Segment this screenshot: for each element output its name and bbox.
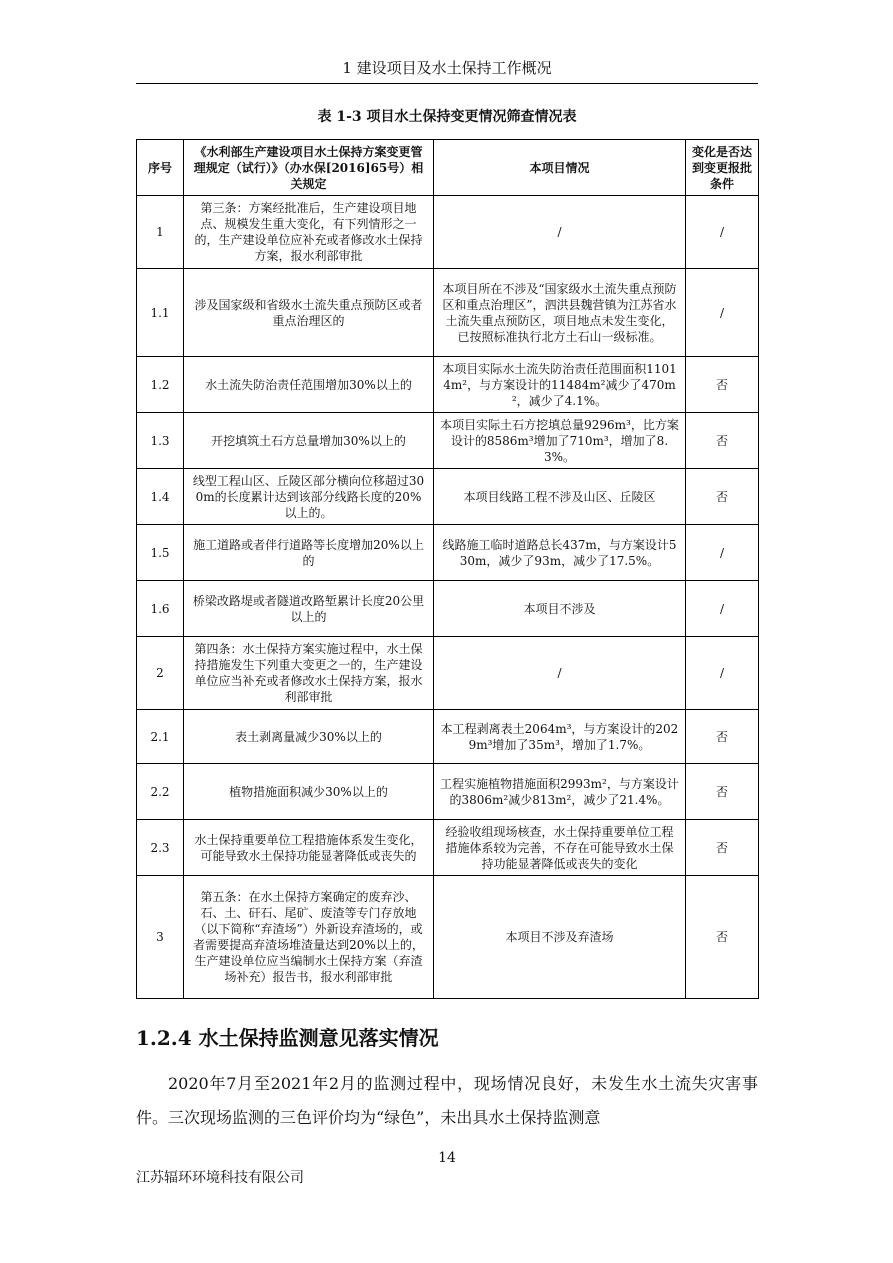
- table-row: [137, 469, 759, 525]
- row-result: 否: [686, 876, 759, 999]
- row-result: /: [686, 196, 759, 269]
- row-number: 1: [137, 196, 184, 269]
- page-number: 14: [438, 1150, 456, 1166]
- row-status: /: [434, 196, 686, 269]
- row-number: 1.1: [137, 269, 184, 357]
- row-status: 本工程剥离表土2064m³，与方案设计的2029m³增加了35m³，增加了1.7%。: [434, 710, 686, 764]
- row-result: 否: [686, 820, 759, 876]
- row-number: 1.5: [137, 525, 184, 581]
- table-row: [137, 269, 759, 357]
- body-paragraph: 2020年7月至2021年2月的监测过程中，现场情况良好，未发生水土流失灾害事件。三次现场监测的三色评价均为“绿色”，未出具水土保持监测意: [136, 1074, 758, 1127]
- row-status: 线路施工临时道路总长437m，与方案设计530m，减少了93m，减少了17.5%。: [434, 525, 686, 581]
- row-status: 本项目实际水土流失防治责任范围面积11014m²，与方案设计的11484m²减少了470m²，减少了4.1%。: [434, 357, 686, 413]
- row-number: 1.6: [137, 581, 184, 637]
- table-row: [137, 581, 759, 637]
- section-heading: 1.2.4 水土保持监测意见落实情况: [136, 1026, 439, 1050]
- row-rule: 第三条：方案经批准后，生产建设项目地点、规模发生重大变化，有下列情形之一的，生产建设单位应补充或者修改水土保持方案，报水利部审批: [184, 196, 434, 269]
- row-result: 否: [686, 413, 759, 469]
- table-row: [137, 196, 759, 269]
- row-status: 经验收组现场核查，水土保持重要单位工程措施体系较为完善，不存在可能导致水土保持功能显著降低或丧失的变化: [434, 820, 686, 876]
- row-number: 2.1: [137, 710, 184, 764]
- row-status: 本项目不涉及弃渣场: [434, 876, 686, 999]
- row-result: 否: [686, 710, 759, 764]
- row-result: /: [686, 525, 759, 581]
- row-number: 1.4: [137, 469, 184, 525]
- table-row: [137, 710, 759, 764]
- table-row: [137, 637, 759, 710]
- page-header: 1 建设项目及水土保持工作概况: [342, 59, 552, 77]
- row-number: 1.2: [137, 357, 184, 413]
- row-rule: 开挖填筑土石方总量增加30%以上的: [184, 413, 434, 469]
- row-rule: 涉及国家级和省级水土流失重点预防区或者重点治理区的: [184, 269, 434, 357]
- row-rule: 植物措施面积减少30%以上的: [184, 764, 434, 820]
- row-number: 2.2: [137, 764, 184, 820]
- row-rule: 第五条：在水土保持方案确定的废弃沙、石、土、矸石、尾矿、废渣等专门存放地（以下简称“弃渣场”）外新设弃渣场的，或者需要提高弃渣场堆渣量达到20%以上的，生产建设单位应当编制水土保持方案（弃渣场补充）报告书，报水利部审批: [184, 876, 434, 999]
- row-number: 2.3: [137, 820, 184, 876]
- row-status: 本项目线路工程不涉及山区、丘陵区: [434, 469, 686, 525]
- row-status: /: [434, 637, 686, 710]
- row-result: 否: [686, 764, 759, 820]
- table-row: [137, 413, 759, 469]
- row-number: 2: [137, 637, 184, 710]
- column-header-result: 变化是否达到变更报批条件: [686, 140, 759, 196]
- row-rule: 水土流失防治责任范围增加30%以上的: [184, 357, 434, 413]
- column-header-status: 本项目情况: [434, 140, 686, 196]
- row-result: /: [686, 269, 759, 357]
- row-status: 本项目所在不涉及“国家级水土流失重点预防区和重点治理区”，泗洪县魏营镇为江苏省水土流失重点预防区，项目地点未发生变化，已按照标准执行北方土石山一级标准。: [434, 269, 686, 357]
- row-number: 3: [137, 876, 184, 999]
- row-status: 本项目不涉及: [434, 581, 686, 637]
- column-header-no: 序号: [137, 140, 184, 196]
- change-screening-table: [136, 139, 759, 999]
- table-row: [137, 764, 759, 820]
- row-rule: 水土保持重要单位工程措施体系发生变化，可能导致水土保持功能显著降低或丧失的: [184, 820, 434, 876]
- row-result: 否: [686, 357, 759, 413]
- header-divider: [136, 83, 758, 84]
- row-rule: 表土剥离量减少30%以上的: [184, 710, 434, 764]
- table-header-row: [137, 140, 759, 196]
- column-header-rule: 《水利部生产建设项目水土保持方案变更管理规定（试行）》（办水保[2016]65号）相关规定: [184, 140, 434, 196]
- row-result: /: [686, 581, 759, 637]
- table-row: [137, 357, 759, 413]
- row-rule: 施工道路或者伴行道路等长度增加20%以上的: [184, 525, 434, 581]
- table-row: [137, 820, 759, 876]
- row-number: 1.3: [137, 413, 184, 469]
- footer-company-name: 江苏辐环环境科技有限公司: [136, 1170, 304, 1186]
- row-rule: 第四条：水土保持方案实施过程中，水土保持措施发生下列重大变更之一的，生产建设单位应当补充或者修改水土保持方案，报水利部审批: [184, 637, 434, 710]
- row-result: /: [686, 637, 759, 710]
- row-status: 本项目实际土石方挖填总量9296m³，比方案设计的8586m³增加了710m³，增加了8.3%。: [434, 413, 686, 469]
- row-rule: 桥梁改路堤或者隧道改路堑累计长度20公里以上的: [184, 581, 434, 637]
- row-status: 工程实施植物措施面积2993m²，与方案设计的3806m²减少813m²，减少了21.4%。: [434, 764, 686, 820]
- table-row: [137, 876, 759, 999]
- table-row: [137, 525, 759, 581]
- table-title: 表 1-3 项目水土保持变更情况筛查情况表: [317, 109, 577, 125]
- row-rule: 线型工程山区、丘陵区部分横向位移超过300m的长度累计达到该部分线路长度的20%以上的。: [184, 469, 434, 525]
- row-result: 否: [686, 469, 759, 525]
